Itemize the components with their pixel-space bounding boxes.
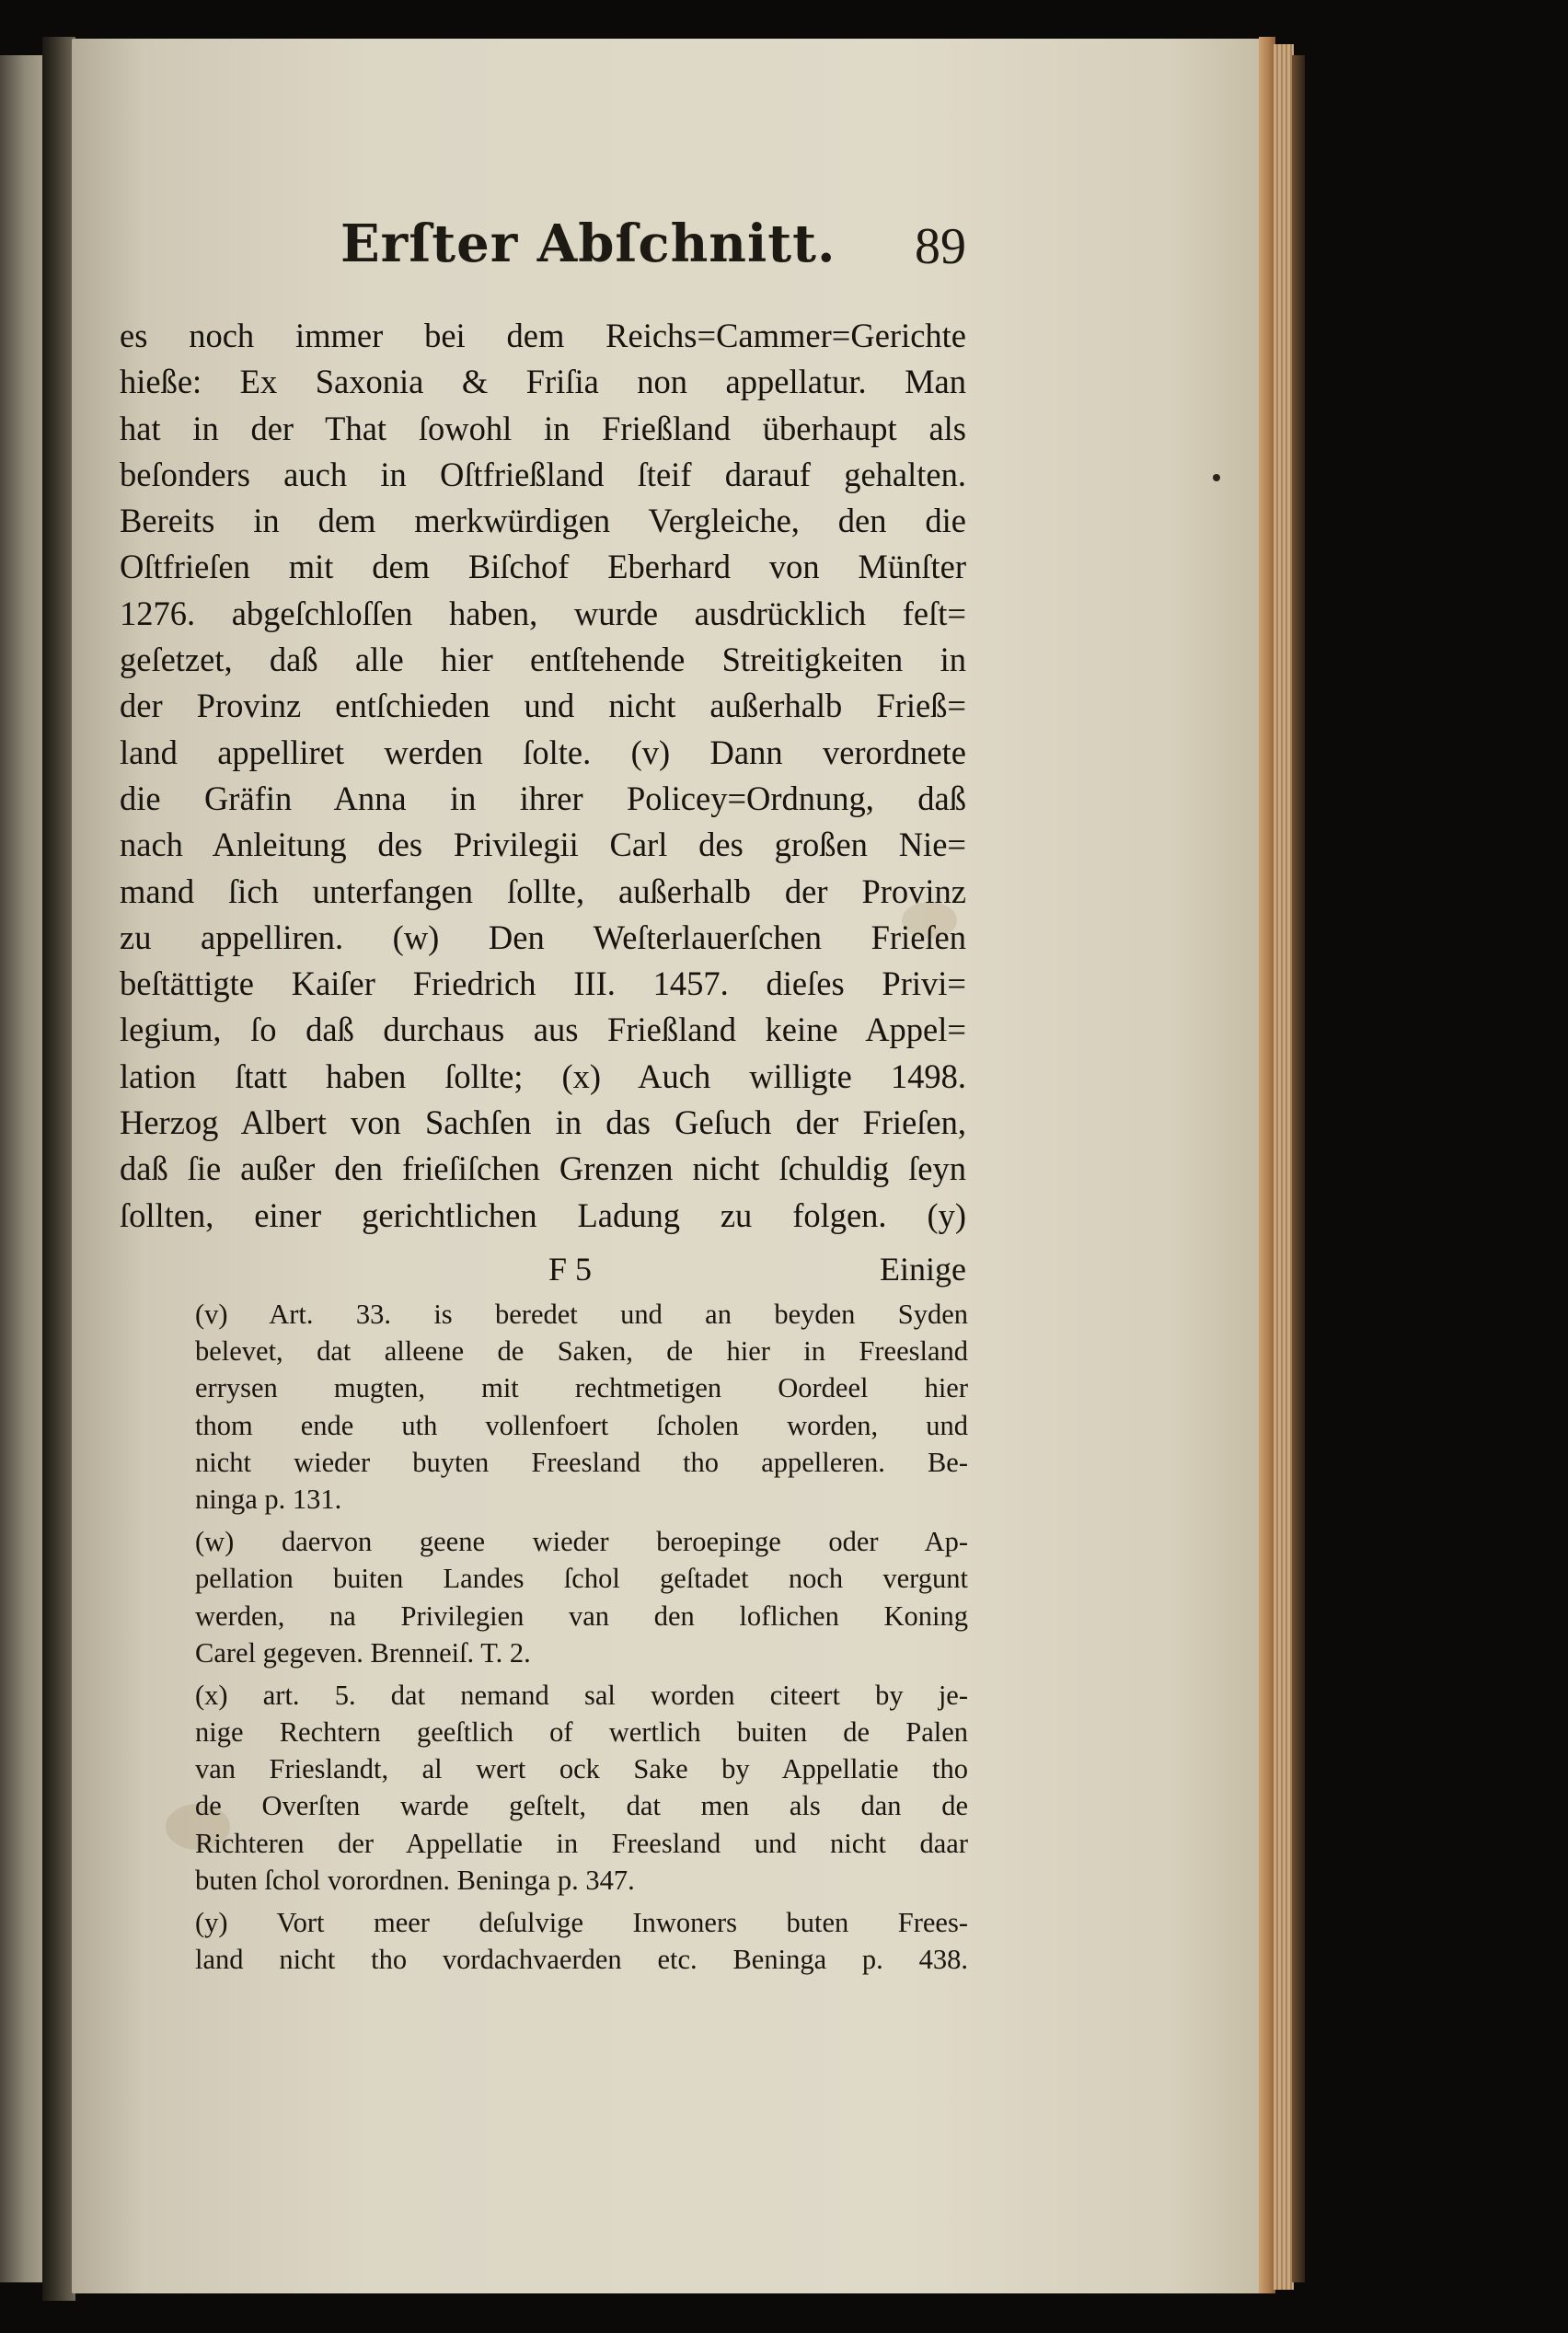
main-text bbox=[120, 313, 966, 1239]
footnote-line: (v) Art. 33. is beredet und an beyden Syden bbox=[195, 1299, 968, 1330]
footnote-v bbox=[195, 1296, 968, 1518]
footnote-y bbox=[195, 1904, 968, 1978]
text-line: hieße: Ex Saxonia & Friſia non appellatur. Man bbox=[120, 363, 966, 401]
text-line: nach Anleitung des Privilegii Carl des großen Nie= bbox=[120, 826, 966, 864]
text-line: Bereits in dem merkwürdigen Vergleiche, den die bbox=[120, 502, 966, 540]
footnote-line: (y) Vort meer deſulvige Inwoners buten Frees- bbox=[195, 1907, 968, 1938]
footnote-line: werden, na Privilegien van den loflichen Koning bbox=[195, 1600, 968, 1632]
text-line: mand ſich unterfangen ſollte, außerhalb der Provinz bbox=[120, 872, 966, 910]
footnote-line: nicht wieder buyten Freesland tho appelleren. Be- bbox=[195, 1446, 968, 1478]
text-line: 1276. abgeſchloſſen haben, wurde ausdrücklich feſt= bbox=[120, 594, 966, 632]
page-header bbox=[340, 214, 966, 296]
footnote-line: de Overſten warde geſtelt, dat men als dan de bbox=[195, 1790, 968, 1822]
footnote-line: belevet, dat alleene de Saken, de hier in Freesland bbox=[195, 1335, 968, 1368]
footnote-line: Richteren der Appellatie in Freesland und nicht daar bbox=[195, 1827, 968, 1859]
running-head: Erſter Abſchnitt. bbox=[340, 214, 836, 274]
footnote-line: errysen mugten, mit rechtmetigen Oordeel hier bbox=[195, 1372, 968, 1404]
text-line: lation ſtatt haben ſollte; (x) Auch willigte 1498. bbox=[120, 1057, 966, 1095]
footnote-line: Carel gegeven. Brenneiſ. T. 2. bbox=[195, 1636, 531, 1669]
footnote-line: pellation buiten Landes ſchol geſtadet noch vergunt bbox=[195, 1563, 968, 1595]
text-line: die Gräfin Anna in ihrer Policey=Ordnung, daß bbox=[120, 779, 966, 817]
printer-signature: F 5 bbox=[548, 1251, 593, 1288]
footnote-line: ninga p. 131. bbox=[195, 1483, 342, 1515]
text-line: land appelliret werden ſolte. (v) Dann verordnete bbox=[120, 733, 966, 771]
text-line: beſtättigte Kaiſer Friedrich III. 1457. dieſes Privi= bbox=[120, 964, 966, 1003]
page-edge-stack bbox=[1274, 44, 1294, 2290]
footnote-line: land nicht tho vordachvaerden etc. Beninga p. 438. bbox=[195, 1944, 968, 1976]
footnote-line: thom ende uth vollenfoert ſcholen worden, und bbox=[195, 1409, 968, 1441]
text-line: es noch immer bei dem Reichs=Cammer=Gerichte bbox=[120, 317, 966, 354]
footnote-x bbox=[195, 1677, 968, 1899]
text-line: zu appelliren. (w) Den Weſterlauerſchen Frieſen bbox=[120, 918, 966, 956]
footnote-line: (w) daervon geene wieder beroepinge oder Ap- bbox=[195, 1526, 968, 1558]
text-line: geſetzet, daß alle hier entſtehende Streitigkeiten in bbox=[120, 641, 966, 679]
text-line: legium, ſo daß durchaus aus Frießland keine Appel= bbox=[120, 1011, 966, 1049]
text-line: ſollten, einer gerichtlichen Ladung zu folgen. (y) bbox=[120, 1195, 966, 1234]
footnote-line: van Frieslandt, al wert ock Sake by Appellatie tho bbox=[195, 1753, 968, 1785]
catchword: Einige bbox=[880, 1251, 966, 1288]
footnote-w bbox=[195, 1523, 968, 1671]
page-number: 89 bbox=[915, 218, 966, 275]
text-line: beſonders auch in Oſtfrießland ſteif darauf gehalten. bbox=[120, 455, 966, 493]
text-line: der Provinz entſchieden und nicht außerhalb Frieß= bbox=[120, 687, 966, 725]
text-line: hat in der That ſowohl in Frießland überhaupt als bbox=[120, 409, 966, 447]
text-line: Oſtfrieſen mit dem Biſchof Eberhard von Münſter bbox=[120, 548, 966, 586]
signature-row bbox=[120, 1250, 966, 1296]
footnote-line: (x) art. 5. dat nemand sal worden citeert by je- bbox=[195, 1679, 968, 1711]
binding-shadow bbox=[1292, 55, 1305, 2282]
text-line: Herzog Albert von Sachſen in das Geſuch der Frieſen, bbox=[120, 1103, 966, 1142]
text-line: daß ſie außer den frieſiſchen Grenzen nicht ſchuldig ſeyn bbox=[120, 1149, 966, 1188]
left-page-edge bbox=[0, 55, 44, 2282]
margin-mark bbox=[1213, 474, 1220, 481]
footnote-line: nige Rechtern geeſtlich of wertlich buiten de Palen bbox=[195, 1716, 968, 1749]
footnotes bbox=[195, 1296, 968, 1978]
footnote-line: buten ſchol vorordnen. Beninga p. 347. bbox=[195, 1864, 635, 1896]
book-gutter bbox=[42, 37, 75, 2301]
